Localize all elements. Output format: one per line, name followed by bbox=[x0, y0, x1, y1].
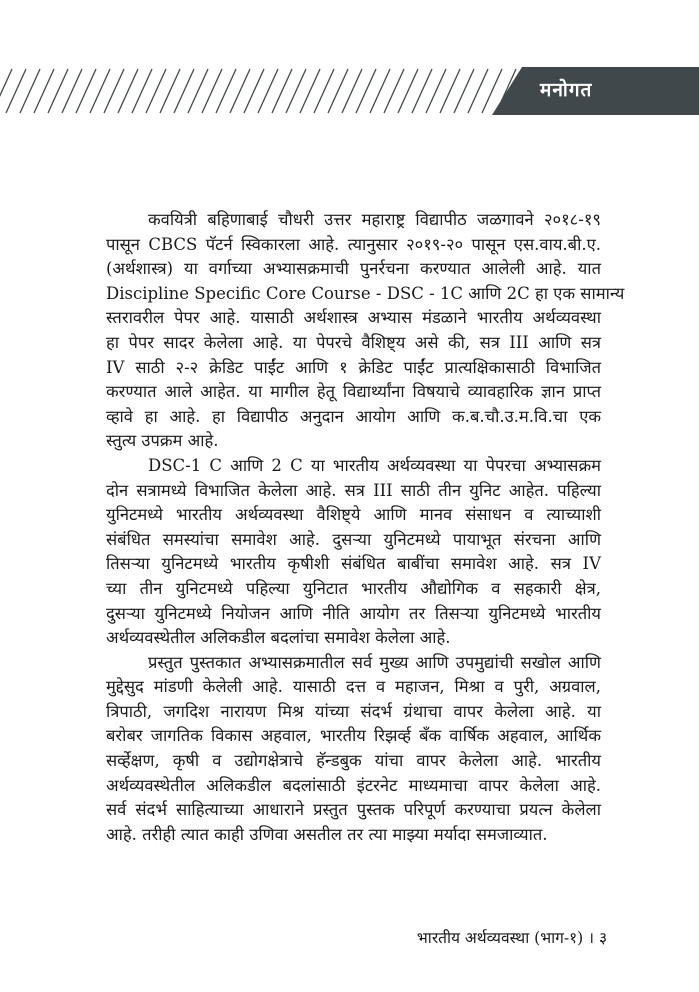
chapter-header-band bbox=[0, 67, 699, 115]
text-line: (अर्थशास्त्र) या वर्गाच्या अभ्यासक्रमाची पुनर्रचना करण्यात आलेली आहे. यात bbox=[106, 259, 601, 279]
text-line: करण्यात आले आहेत. या मागील हेतू विद्यार्थ्यांना विषयाचे व्यावहारिक ज्ञान प्राप्त bbox=[106, 382, 601, 402]
text-line: दुसऱ्या युनिटमध्ये नियोजन आणि नीति आयोग तर तिसऱ्या युनिटमध्ये भारतीय bbox=[106, 603, 601, 623]
text-line: सर्व संदर्भ साहित्याच्या आधाराने प्रस्तुत पुस्तक परिपूर्ण करण्याचा प्रयत्न केलेला bbox=[106, 800, 601, 820]
text-line: अर्थव्यवस्थेतील अलिकडील बदलांचा समावेश केलेला आहे. bbox=[106, 628, 451, 648]
text-line: युनिटमध्ये भारतीय अर्थव्यवस्था वैशिष्ट्ये आणि मानव संसाधन व त्याच्याशी bbox=[106, 505, 601, 525]
text-line: व्हावे हा आहे. हा विद्यापीठ अनुदान आयोग आणि क.ब.चौ.उ.म.वि.चा एक bbox=[106, 406, 601, 426]
text-line: कवयित्री बहिणाबाई चौधरी उत्तर महाराष्ट्र विद्यापीठ जळगावने २०१८-१९ bbox=[148, 210, 601, 229]
text-line: सर्व्हेक्षण, कृषी व उद्योगक्षेत्राचे हॅन्डबुक यांचा वापर केलेला आहे. भारतीय bbox=[106, 751, 601, 771]
chapter-title: मनोगत bbox=[540, 79, 593, 101]
text-line: अर्थव्यवस्थेतील अलिकडील बदलांसाठी इंटरनेट माध्यमाचा वापर केलेला आहे. bbox=[106, 775, 601, 795]
diagonal-stripes-decoration bbox=[0, 67, 699, 115]
paragraph bbox=[106, 208, 625, 454]
text-line: स्तुत्य उपक्रम आहे. bbox=[106, 431, 219, 451]
text-line: आहे. तरीही त्यात काही उणिवा असतील तर त्या माझ्या मर्यादा समजाव्यात. bbox=[106, 824, 548, 844]
text-line: बरोबर जागतिक विकास अहवाल, भारतीय रिझर्व्ह बँक वार्षिक अहवाल, आर्थिक bbox=[106, 726, 601, 746]
text-line: Discipline Specific Core Course - DSC - 1C आणि 2C हा एक सामान्य bbox=[106, 283, 625, 303]
text-line: संबंधित समस्यांचा समावेश आहे. दुसऱ्या युनिटमध्ये पायाभूत संरचना आणि bbox=[106, 529, 601, 549]
title-band bbox=[492, 67, 699, 115]
text-line: दोन सत्रामध्ये विभाजित केलेला आहे. सत्र III साठी तीन युनिट आहेत. पहिल्या bbox=[106, 480, 601, 500]
text-line: पासून CBCS पॅटर्न स्विकारला आहे. त्यानुसार २०१९-२० पासून एस.वाय.बी.ए. bbox=[106, 234, 601, 254]
text-line: DSC-1 C आणि 2 C या भारतीय अर्थव्यवस्था या पेपरचा अभ्यासक्रम bbox=[148, 455, 601, 475]
text-line: स्तरावरील पेपर आहे. यासाठी अर्थशास्त्र अभ्यास मंडळाने भारतीय अर्थव्यवस्था bbox=[106, 308, 601, 328]
stripe bbox=[0, 69, 12, 113]
paragraph bbox=[106, 454, 601, 651]
footer-separator: । bbox=[588, 929, 594, 947]
page-footer bbox=[417, 926, 607, 948]
text-line: IV साठी २-२ क्रेडिट पाईंट आणि १ क्रेडिट पाईंट प्रात्यक्षिकासाठी विभाजित bbox=[106, 357, 601, 377]
text-line: प्रस्तुत पुस्तकात अभ्यासक्रमातील सर्व मुख्य आणि उपमुद्यांची सखोल आणि bbox=[148, 652, 601, 672]
preface-body bbox=[106, 208, 625, 847]
text-line: हा पेपर सादर केलेला आहे. या पेपरचे वैशिष्ट्य असे की, सत्र III आणि सत्र bbox=[106, 332, 601, 352]
text-line: च्या तीन युनिटमध्ये पहिल्या युनिटात भारतीय औद्योगिक व सहकारी क्षेत्र, bbox=[106, 578, 601, 598]
page-number: ३ bbox=[598, 929, 607, 947]
text-line: त्रिपाठी, जगदिश नारायण मिश्र यांच्या संदर्भ ग्रंथाचा वापर केलेला आहे. या bbox=[106, 701, 601, 721]
text-line: मुद्देसुद मांडणी केलेली आहे. यासाठी दत्त व महाजन, मिश्रा व पुरी, अग्रवाल, bbox=[106, 677, 601, 697]
text-line: तिसऱ्या युनिटमध्ये भारतीय कृषीशी संबंधित बाबींचा समावेश आहे. सत्र IV bbox=[106, 554, 601, 574]
paragraph bbox=[106, 651, 601, 848]
running-title: भारतीय अर्थव्यवस्था (भाग-१) bbox=[416, 929, 584, 947]
